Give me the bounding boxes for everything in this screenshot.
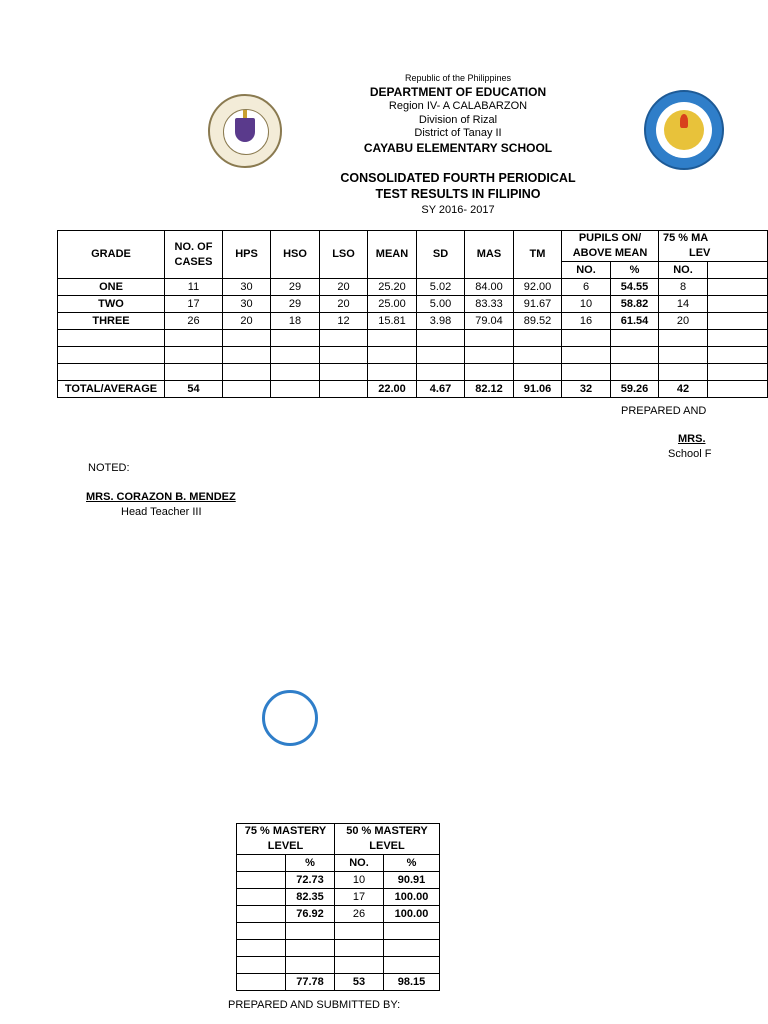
region-line: Region IV- A CALABARZON xyxy=(388,100,528,112)
department-name: DEPARTMENT OF EDUCATION xyxy=(369,85,547,99)
row-75-no: 20 xyxy=(659,313,708,330)
row-hso: 29 xyxy=(271,296,320,313)
continuation-table-wrap xyxy=(244,823,465,1001)
continuation-table xyxy=(236,823,440,991)
seal-year: 1969 xyxy=(675,150,693,159)
results-table-wrap xyxy=(57,230,768,406)
row-50-no: 17 xyxy=(335,889,384,906)
row-sd: 5.00 xyxy=(417,296,465,313)
results-table xyxy=(57,230,768,398)
row-hps: 20 xyxy=(223,313,271,330)
prepared-by-role: School F xyxy=(668,448,712,460)
table-row-empty xyxy=(58,364,768,381)
total-above-no: 32 xyxy=(562,381,611,398)
row-tm: 89.52 xyxy=(514,313,562,330)
table-row xyxy=(237,889,440,906)
cont-total-row xyxy=(237,974,440,991)
cont-header-50-line1: 50 % MASTERY xyxy=(346,825,428,837)
table-row-empty xyxy=(58,330,768,347)
table-total-row xyxy=(58,381,768,398)
row-50-pct: 100.00 xyxy=(384,889,440,906)
row-75-pct xyxy=(708,279,768,296)
row-50-pct: 90.91 xyxy=(384,872,440,889)
row-hps: 30 xyxy=(223,296,271,313)
report-title-line-1: CONSOLIDATED FOURTH PERIODICAL xyxy=(340,171,576,185)
total-hso xyxy=(271,381,320,398)
total-mean: 22.00 xyxy=(368,381,417,398)
header-cases xyxy=(165,231,223,279)
row-tm: 91.67 xyxy=(514,296,562,313)
row-grade: ONE xyxy=(58,279,165,296)
row-75-pct: 76.92 xyxy=(286,906,335,923)
row-lso: 20 xyxy=(320,279,368,296)
prepared-label: PREPARED AND xyxy=(621,405,707,417)
row-lso: 20 xyxy=(320,296,368,313)
row-50-no: 10 xyxy=(335,872,384,889)
header-mean: MEAN xyxy=(368,231,417,279)
header-mas: MAS xyxy=(465,231,514,279)
total-75-pct xyxy=(708,381,768,398)
noted-by-name: MRS. CORAZON B. MENDEZ xyxy=(86,491,236,503)
row-hps: 30 xyxy=(223,279,271,296)
row-75-pct: 82.35 xyxy=(286,889,335,906)
cont-header-50-no: NO. xyxy=(335,855,384,872)
header-tm: TM xyxy=(514,231,562,279)
table-row xyxy=(58,296,768,313)
district-line: District of Tanay II xyxy=(414,127,502,139)
school-seal-fragment xyxy=(296,690,320,750)
total-mas: 82.12 xyxy=(465,381,514,398)
row-mean: 25.20 xyxy=(368,279,417,296)
total-above-pct: 59.26 xyxy=(611,381,659,398)
total-hps xyxy=(223,381,271,398)
school-name: CAYABU ELEMENTARY SCHOOL xyxy=(363,141,553,155)
total-lso xyxy=(320,381,368,398)
table-row-empty xyxy=(237,957,440,974)
cont-header-75-line1: 75 % MASTERY xyxy=(244,825,327,837)
submitted-label: PREPARED AND SUBMITTED BY: xyxy=(228,999,401,1011)
header-cases-line2: CASES xyxy=(174,255,213,268)
submitted-label-fragment xyxy=(228,999,505,1013)
row-above-no: 10 xyxy=(562,296,611,313)
table-row xyxy=(237,872,440,889)
row-above-no: 16 xyxy=(562,313,611,330)
row-grade: THREE xyxy=(58,313,165,330)
total-cases: 54 xyxy=(165,381,223,398)
row-cases: 11 xyxy=(165,279,223,296)
row-mas: 79.04 xyxy=(465,313,514,330)
table-row-empty xyxy=(237,940,440,957)
header-above-no: NO. xyxy=(562,262,611,279)
prepared-by-name: MRS. xyxy=(678,433,706,445)
table-row xyxy=(58,313,768,330)
cont-header-50-line2: LEVEL xyxy=(369,840,405,852)
row-above-pct: 54.55 xyxy=(611,279,659,296)
row-mas: 84.00 xyxy=(465,279,514,296)
header-grade: GRADE xyxy=(58,231,165,279)
cont-header-75-mastery xyxy=(237,824,335,855)
row-sd: 3.98 xyxy=(417,313,465,330)
row-mean: 25.00 xyxy=(368,296,417,313)
row-mas: 83.33 xyxy=(465,296,514,313)
division-line: Division of Rizal xyxy=(418,114,498,126)
noted-by-role: Head Teacher III xyxy=(121,506,202,518)
row-above-pct: 58.82 xyxy=(611,296,659,313)
total-sd: 4.67 xyxy=(417,381,465,398)
cont-total-50-pct: 98.15 xyxy=(384,974,440,991)
header-hps: HPS xyxy=(223,231,271,279)
table-row-empty xyxy=(58,347,768,364)
table-row-empty xyxy=(237,923,440,940)
total-tm: 91.06 xyxy=(514,381,562,398)
header-75-mastery xyxy=(659,231,768,262)
report-title-line-2: TEST RESULTS IN FILIPINO xyxy=(375,187,541,201)
header-hso: HSO xyxy=(271,231,320,279)
row-mean: 15.81 xyxy=(368,313,417,330)
row-grade: TWO xyxy=(58,296,165,313)
row-cases: 17 xyxy=(165,296,223,313)
total-75-no: 42 xyxy=(659,381,708,398)
row-50-no: 26 xyxy=(335,906,384,923)
row-hso: 18 xyxy=(271,313,320,330)
header-lso: LSO xyxy=(320,231,368,279)
header-75-line1: 75 % MA xyxy=(663,232,709,244)
cont-header-75-no xyxy=(237,855,286,872)
row-above-no: 6 xyxy=(562,279,611,296)
cont-header-50-pct: % xyxy=(384,855,440,872)
row-75-pct: 72.73 xyxy=(286,872,335,889)
table-row xyxy=(237,906,440,923)
header-75-no: NO. xyxy=(659,262,708,279)
school-seal-logo xyxy=(644,90,724,170)
noted-label: NOTED: xyxy=(88,462,130,474)
table-row xyxy=(58,279,768,296)
header-cases-line1: NO. OF xyxy=(174,240,213,253)
header-75-pct xyxy=(708,262,768,279)
row-cases: 26 xyxy=(165,313,223,330)
header-above-pct: % xyxy=(611,262,659,279)
header-sd: SD xyxy=(417,231,465,279)
header-pupils-line1: PUPILS ON/ xyxy=(578,232,642,244)
cont-header-75-line2: LEVEL xyxy=(267,840,304,852)
cont-total-50-no: 53 xyxy=(335,974,384,991)
row-above-pct: 61.54 xyxy=(611,313,659,330)
row-50-pct: 100.00 xyxy=(384,906,440,923)
total-label: TOTAL/AVERAGE xyxy=(58,381,165,398)
row-75-pct xyxy=(708,296,768,313)
row-lso: 12 xyxy=(320,313,368,330)
row-75-no: 14 xyxy=(659,296,708,313)
header-75-line2: LEV xyxy=(689,247,711,259)
row-75-no: 8 xyxy=(659,279,708,296)
row-75-pct xyxy=(708,313,768,330)
cont-header-75-pct: % xyxy=(286,855,335,872)
cont-header-50-mastery xyxy=(335,824,440,855)
row-hso: 29 xyxy=(271,279,320,296)
cont-total-75-pct: 77.78 xyxy=(286,974,335,991)
header-pupils-above-mean xyxy=(562,231,659,262)
header-pupils-line2: ABOVE MEAN xyxy=(572,247,648,259)
row-tm: 92.00 xyxy=(514,279,562,296)
row-sd: 5.02 xyxy=(417,279,465,296)
republic-line: Republic of the Philippines xyxy=(404,73,512,83)
school-year: SY 2016- 2017 xyxy=(421,204,495,216)
